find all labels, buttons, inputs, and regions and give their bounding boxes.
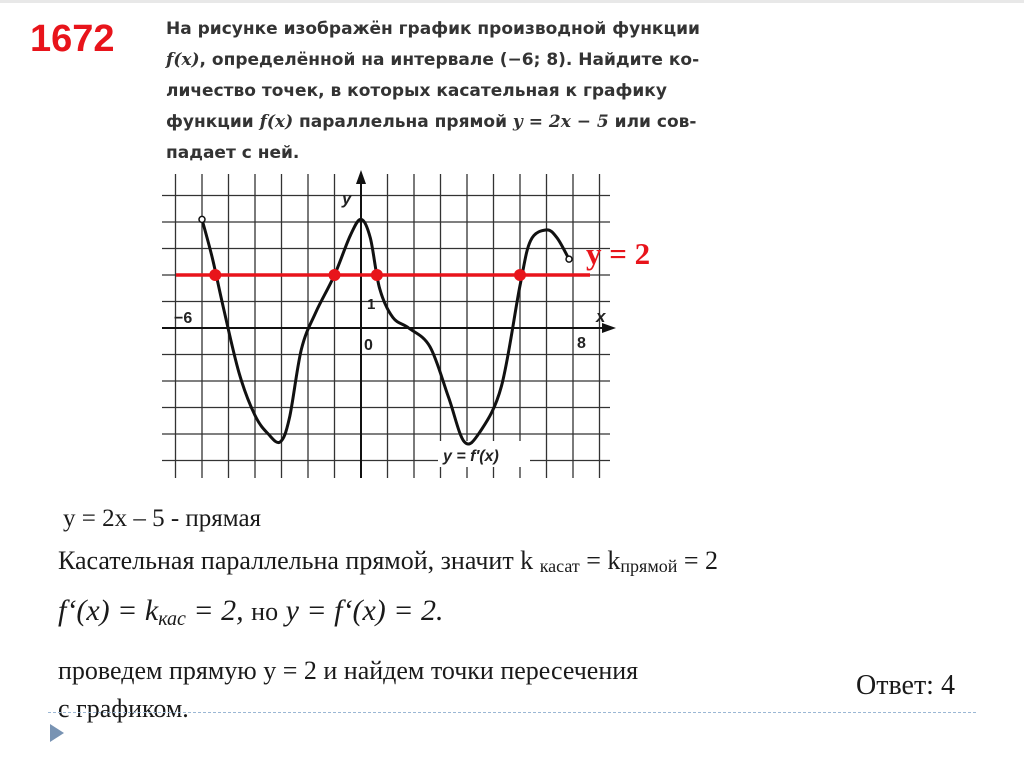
y-axis [356,170,366,478]
solution-line-2-a: Касательная параллельна прямой, значит k [58,546,540,575]
y-axis-arrow-icon [356,170,366,184]
footer-divider [48,712,976,713]
fx-symbol: f(x) [166,50,200,70]
subscript-kasat: касат [539,556,580,576]
answer: Ответ: 4 [856,670,955,701]
problem-line-3: личество точек, в которых касательная к графику [166,81,667,101]
solution-line-5-text: с графиком. [58,694,189,723]
slide-arrow-icon [50,724,64,742]
grid [162,174,610,478]
problem-line-4 [166,107,806,138]
solution-line-2 [58,546,718,577]
intersection-point [514,269,526,281]
x-max-label: 8 [577,335,586,352]
derivative-graph [150,168,620,488]
open-endpoint-left [199,216,205,222]
solution-line-2-c: = 2 [677,546,719,575]
subscript-kas: кас [158,608,186,630]
problem-line-5: падает с ней. [166,143,300,163]
y-axis-label: y [342,189,352,208]
x-min-label: −6 [174,310,193,327]
derivative-curve [202,219,569,444]
solution-line-3-a: f‘(x) = k [58,594,159,627]
intersection-point [209,269,221,281]
problem-line-2-rest: , определённой на интервале (−6; 8). Найдите ко- [199,50,700,70]
solution-line-2-b: = k [579,546,621,575]
line-equation: y = 2x − 5 [512,112,609,132]
red-line-label: y = 2 [586,236,651,271]
solution-line-3-but: но [251,597,279,626]
intersection-point [329,269,341,281]
origin-label: 0 [364,337,373,354]
fx-symbol-2: f(x) [259,112,294,132]
problem-line-4-c: или сов- [608,112,697,132]
solution-line-4 [58,652,638,728]
solution-line-3-c: y = f‘(x) = 2. [278,594,444,627]
solution-line-3 [58,594,444,631]
curve-label: y = f′(x) [443,448,499,465]
top-rule [0,0,1024,3]
subscript-pryamoy: прямой [620,556,678,576]
unit-label: 1 [367,296,376,313]
problem-line-4-a: функции [166,112,260,132]
task-number: 1672 [30,18,115,60]
intersection-point [371,269,383,281]
problem-line-4-b: параллельна прямой [293,112,513,132]
open-endpoint-right [566,256,572,262]
problem-line-2 [166,45,806,76]
problem-text [166,14,806,169]
solution-line-3-b: = 2, [185,594,252,627]
x-axis-label: x [596,307,606,326]
solution-line-1: y = 2x – 5 - прямая [63,505,262,532]
problem-line-1: На рисунке изображён график производной функции [166,19,700,39]
solution-line-4-text: проведем прямую y = 2 и найдем точки пересечения [58,656,639,685]
